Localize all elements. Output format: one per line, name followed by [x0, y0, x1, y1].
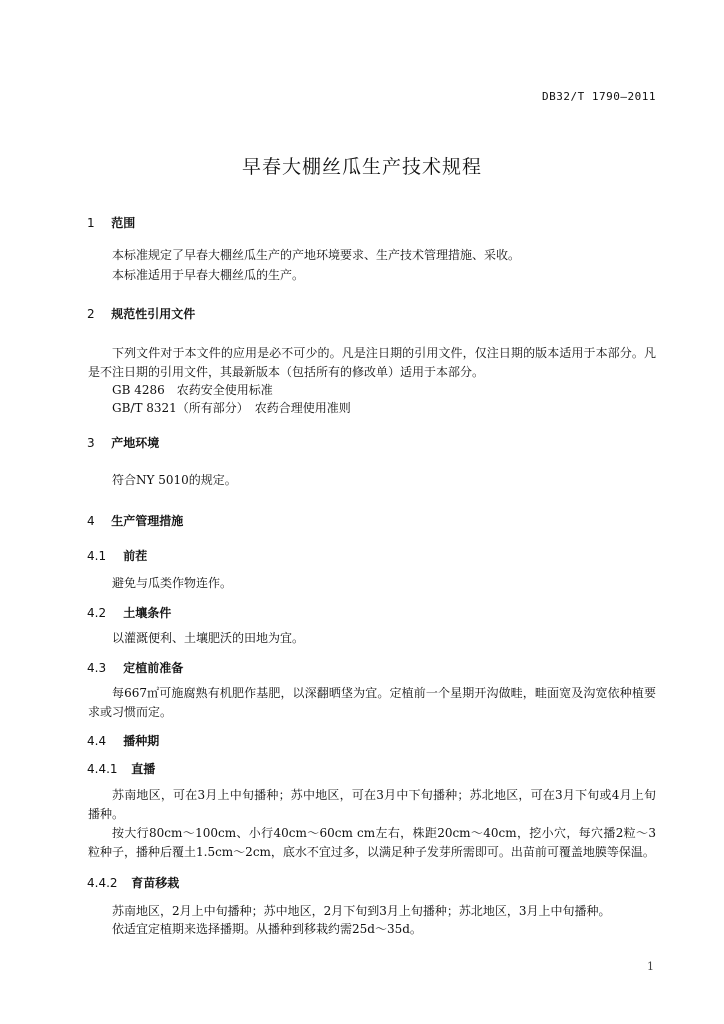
page-number: 1 [647, 960, 654, 973]
section-number: 1 [87, 216, 95, 230]
section-number: 2 [87, 307, 95, 321]
section-2-heading [87, 305, 195, 322]
section-title: 土壤条件 [123, 606, 172, 620]
section-number: 3 [87, 436, 95, 450]
reference-item: GB 4286 农药安全使用标准 [112, 383, 273, 397]
section-title: 播种期 [123, 734, 160, 748]
section-4-2-heading [87, 604, 171, 621]
paragraph: 每667㎡可施腐熟有机肥作基肥，以深翻晒垡为宜。定植前一个星期开沟做畦，畦面宽及沟宽依种植要求或习惯而定。 [88, 686, 656, 719]
section-number: 4.4.2 [87, 876, 118, 890]
section-title: 育苗移栽 [131, 876, 180, 890]
section-4-4-1-heading [87, 760, 155, 777]
section-title: 直播 [131, 762, 156, 776]
section-title: 定植前准备 [123, 661, 184, 675]
section-3-heading [87, 434, 159, 451]
document-number: DB32/T 1790—2011 [542, 90, 656, 103]
paragraph: 苏南地区，可在3月上中旬播种；苏中地区，可在3月中下旬播种；苏北地区，可在3月下旬或4月上旬播种。 [88, 788, 656, 821]
section-1-heading [87, 214, 135, 231]
section-number: 4.4 [87, 734, 107, 748]
paragraph: 以灌溉便利、土壤肥沃的田地为宜。 [112, 631, 305, 645]
paragraph: 避免与瓜类作物连作。 [112, 576, 233, 590]
section-4-4-heading [87, 732, 159, 749]
paragraph: 本标准适用于早春大棚丝瓜的生产。 [112, 268, 305, 282]
paragraph: 苏南地区，2月上中旬播种；苏中地区，2月下旬到3月上旬播种；苏北地区，3月上中旬播种。 [112, 904, 611, 918]
section-number: 4.3 [87, 661, 107, 675]
document-title: 早春大棚丝瓜生产技术规程 [241, 156, 482, 178]
section-title: 前茬 [123, 549, 148, 563]
paragraph: 符合NY 5010的规定。 [112, 473, 237, 487]
section-number: 4 [87, 514, 95, 528]
paragraph: 依适宜定植期来选择播期。从播种到移栽约需25d～35d。 [112, 922, 422, 936]
section-title: 生产管理措施 [111, 514, 184, 528]
section-number: 4.4.1 [87, 762, 118, 776]
section-4-heading [87, 512, 183, 529]
section-number: 4.1 [87, 549, 107, 563]
section-4-1-heading [87, 547, 147, 564]
section-title: 产地环境 [111, 436, 160, 450]
section-4-3-heading [87, 659, 183, 676]
paragraph: 按大行80cm～100cm、小行40cm～60cm cm左右，株距20cm～40cm，挖小穴，每穴播2粒～3粒种子，播种后覆土1.5cm～2cm，底水不宜过多，以满足种子发芽所需即可。出苗前可覆盖地膜等保温。 [88, 826, 656, 859]
section-number: 4.2 [87, 606, 107, 620]
paragraph: 下列文件对于本文件的应用是必不可少的。凡是注日期的引用文件，仅注日期的版本适用于本部分。凡是不注日期的引用文件，其最新版本（包括所有的修改单）适用于本部分。 [88, 346, 656, 379]
section-title: 规范性引用文件 [111, 307, 196, 321]
section-title: 范围 [111, 216, 136, 230]
paragraph: 本标准规定了早春大棚丝瓜生产的产地环境要求、生产技术管理措施、采收。 [112, 248, 521, 262]
section-4-4-2-heading [87, 874, 179, 891]
reference-item: GB/T 8321（所有部分） 农药合理使用准则 [112, 401, 351, 415]
